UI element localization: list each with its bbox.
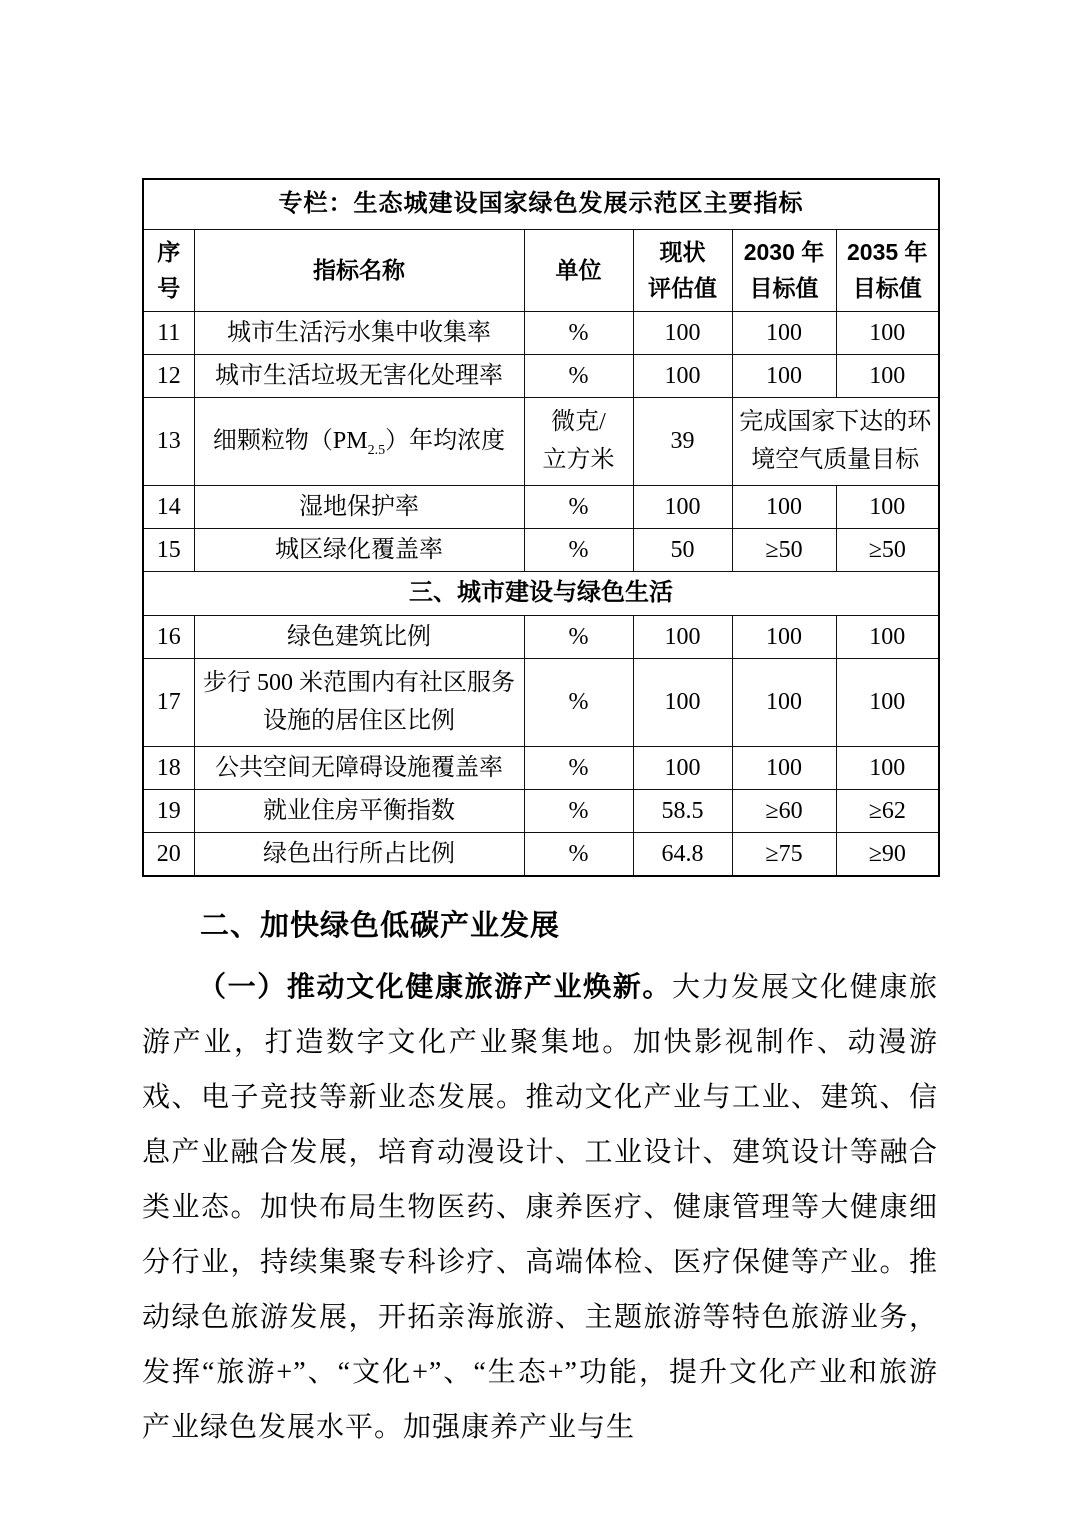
- cell-unit: %: [524, 528, 633, 571]
- table-header-row: [143, 229, 939, 311]
- cell-2030: 100: [732, 658, 836, 746]
- cell-2030: 100: [732, 746, 836, 789]
- cell-unit: %: [524, 832, 633, 876]
- table-row: [143, 397, 939, 485]
- cell-name: 城市生活垃圾无害化处理率: [194, 354, 524, 397]
- table-row: [143, 311, 939, 354]
- pm-name-suffix: ）年均浓度: [385, 428, 506, 454]
- cell-2035: 100: [836, 311, 939, 354]
- cell-name: 城市生活污水集中收集率: [194, 311, 524, 354]
- cell-2035: 100: [836, 354, 939, 397]
- body-paragraph: [142, 960, 938, 1455]
- cell-2035: 100: [836, 658, 939, 746]
- cell-2030: ≥60: [732, 789, 836, 832]
- table-row: [143, 832, 939, 876]
- cell-current: 100: [633, 485, 732, 528]
- page-content: [142, 178, 938, 1455]
- header-cell-name: 指标名称: [194, 229, 524, 311]
- cell-current: 64.8: [633, 832, 732, 876]
- cell-unit: %: [524, 746, 633, 789]
- table-row: [143, 485, 939, 528]
- cell-2030: ≥50: [732, 528, 836, 571]
- header-cell-unit: 单位: [524, 229, 633, 311]
- cell-name: [194, 397, 524, 485]
- unit-line1: 微克/: [551, 409, 606, 435]
- table-title-row: [143, 179, 939, 229]
- cell-name: 城区绿化覆盖率: [194, 528, 524, 571]
- cell-no: 11: [143, 311, 194, 354]
- cell-no: 19: [143, 789, 194, 832]
- header-current-line2: 评估值: [648, 275, 717, 301]
- cell-current: 100: [633, 311, 732, 354]
- cell-name: 绿色出行所占比例: [194, 832, 524, 876]
- header-2035-line2: 目标值: [852, 275, 922, 301]
- cell-2030: 100: [732, 615, 836, 658]
- section-label: 三、城市建设与绿色生活: [143, 571, 939, 615]
- cell-2035: ≥90: [836, 832, 939, 876]
- table-row: [143, 615, 939, 658]
- header-2030-line1: 2030 年: [743, 239, 825, 265]
- cell-2030: ≥75: [732, 832, 836, 876]
- cell-unit: [524, 397, 633, 485]
- header-2030-line2: 目标值: [749, 275, 819, 301]
- cell-2030: 100: [732, 311, 836, 354]
- cell-no: 20: [143, 832, 194, 876]
- cell-current: 50: [633, 528, 732, 571]
- cell-name: 就业住房平衡指数: [194, 789, 524, 832]
- pm-name-prefix: 细颗粒物（PM: [212, 428, 368, 454]
- header-cell-2035: [836, 229, 939, 311]
- table-row: [143, 789, 939, 832]
- cell-2030: 100: [732, 354, 836, 397]
- cell-current: 39: [633, 397, 732, 485]
- cell-current: 100: [633, 746, 732, 789]
- cell-no: 12: [143, 354, 194, 397]
- header-2035-line1: 2035 年: [847, 239, 928, 265]
- header-cell-2030: [732, 229, 836, 311]
- table-row: [143, 528, 939, 571]
- paragraph-body: 大力发展文化健康旅游产业，打造数字文化产业聚集地。加快影视制作、动漫游戏、电子竞技等新业态发展。推动文化产业与工业、建筑、信息产业融合发展，培育动漫设计、工业设计、建筑设计等融合类业态。加快布局生物医药、康养医疗、健康管理等大健康细分行业，持续集聚专科诊疗、高端体检、医疗保健等产业。推动绿色旅游发展，开拓亲海旅游、主题旅游等特色旅游业务，发挥“旅游+”、“文化+”、“生态+”功能，提升文化产业和旅游产业绿色发展水平。加强康养产业与生: [142, 971, 938, 1443]
- table-row: [143, 354, 939, 397]
- cell-current: 58.5: [633, 789, 732, 832]
- cell-current: 100: [633, 354, 732, 397]
- header-cell-no: 序号: [143, 229, 194, 311]
- cell-unit: %: [524, 658, 633, 746]
- cell-unit: %: [524, 485, 633, 528]
- cell-name: 步行 500 米范围内有社区服务设施的居住区比例: [194, 658, 524, 746]
- pm-subscript: 2.5: [367, 442, 386, 458]
- indicator-table: [142, 178, 940, 877]
- cell-2035: 100: [836, 746, 939, 789]
- cell-no: 18: [143, 746, 194, 789]
- table-row: [143, 658, 939, 746]
- header-cell-current: [633, 229, 732, 311]
- table-title: 专栏：生态城建设国家绿色发展示范区主要指标: [143, 179, 939, 229]
- section-row: [143, 571, 939, 615]
- cell-current: 100: [633, 658, 732, 746]
- cell-name: 公共空间无障碍设施覆盖率: [194, 746, 524, 789]
- cell-no: 17: [143, 658, 194, 746]
- cell-2035: 100: [836, 485, 939, 528]
- cell-merged-target: 完成国家下达的环境空气质量目标: [732, 397, 939, 485]
- table-row: [143, 746, 939, 789]
- cell-no: 14: [143, 485, 194, 528]
- cell-unit: %: [524, 789, 633, 832]
- cell-unit: %: [524, 354, 633, 397]
- cell-name: 绿色建筑比例: [194, 615, 524, 658]
- cell-unit: %: [524, 311, 633, 354]
- cell-2035: 100: [836, 615, 939, 658]
- cell-no: 15: [143, 528, 194, 571]
- cell-name: 湿地保护率: [194, 485, 524, 528]
- cell-2035: ≥62: [836, 789, 939, 832]
- cell-current: 100: [633, 615, 732, 658]
- cell-unit: %: [524, 615, 633, 658]
- cell-no: 16: [143, 615, 194, 658]
- cell-2035: ≥50: [836, 528, 939, 571]
- header-current-line1: 现状: [659, 239, 706, 265]
- cell-no: 13: [143, 397, 194, 485]
- cell-2030: 100: [732, 485, 836, 528]
- section-heading: 二、加快绿色低碳产业发展: [200, 909, 561, 942]
- unit-line2: 立方米: [542, 447, 615, 473]
- paragraph-lead: （一）推动文化健康旅游产业焕新。: [198, 971, 672, 1003]
